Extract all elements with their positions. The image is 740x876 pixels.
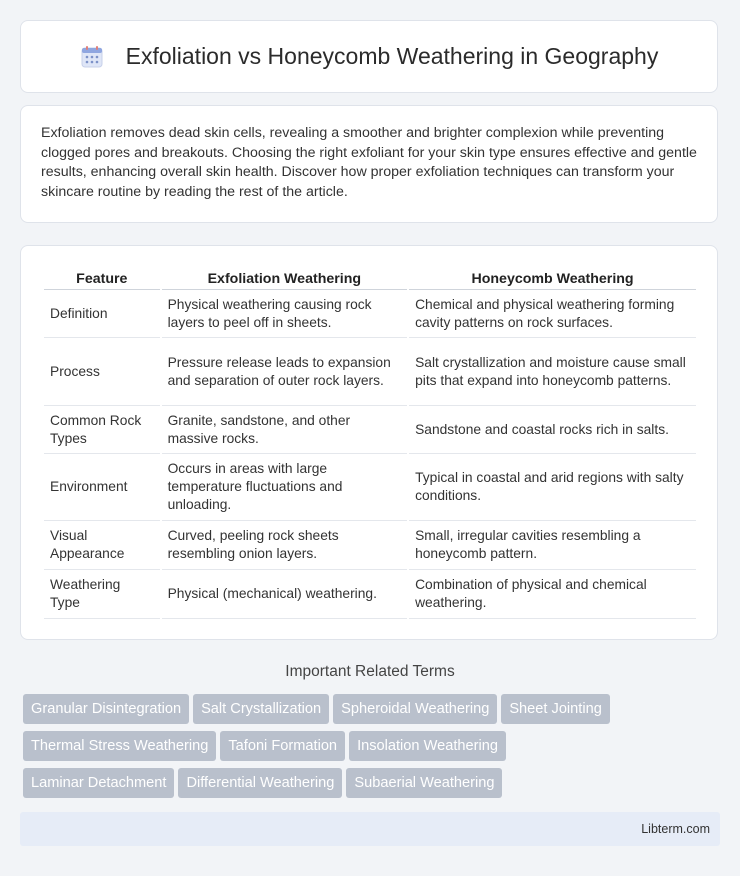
title-card [20,20,718,93]
related-term-tag[interactable]: Spheroidal Weathering [333,694,497,724]
page-title-text: Exfoliation vs Honeycomb Weathering in Geography [125,43,659,69]
header-exfoliation: Exfoliation Weathering [162,266,408,290]
table-header-row [44,266,696,290]
row-feature: Weathering Type [44,570,160,619]
row-exfoliation: Curved, peeling rock sheets resembling onion layers. [162,521,408,570]
row-honeycomb: Salt crystallization and moisture cause small pits that expand into honeycomb patterns. [409,338,696,406]
related-term-tag[interactable]: Laminar Detachment [23,768,174,798]
table-row [44,406,696,454]
row-honeycomb: Combination of physical and chemical weathering. [409,570,696,619]
page-title [80,43,659,70]
footer-site-link[interactable]: Libterm.com [641,822,710,836]
table-row [44,570,696,619]
row-honeycomb: Chemical and physical weathering forming cavity patterns on rock surfaces. [409,290,696,338]
related-term-tag[interactable]: Tafoni Formation [220,731,345,761]
header-feature: Feature [44,266,160,290]
comparison-table-card [20,245,718,640]
related-terms-title: Important Related Terms [285,663,455,680]
related-term-tag[interactable]: Salt Crystallization [193,694,329,724]
row-exfoliation: Granite, sandstone, and other massive rocks. [162,406,408,454]
row-honeycomb: Typical in coastal and arid regions with salty conditions. [409,454,696,521]
row-feature: Definition [44,290,160,338]
footer [20,812,720,846]
related-term-tag[interactable]: Granular Disintegration [23,694,189,724]
related-terms-list [23,694,723,805]
row-feature: Common Rock Types [44,406,160,454]
related-term-tag[interactable]: Thermal Stress Weathering [23,731,216,761]
intro-card [20,105,718,223]
row-feature: Visual Appearance [44,521,160,570]
header-honeycomb: Honeycomb Weathering [409,266,696,290]
intro-text: Exfoliation removes dead skin cells, revealing a smoother and brighter complexion while preventing clogged pores and breakouts. Choosing the right exfoliant for your skin type ensures effective and gentle results, enhancing overall skin health. Discover how proper exfoliation techniques can transform your skincare routine by reading the rest of the article. [41,125,697,200]
row-honeycomb: Small, irregular cavities resembling a honeycomb pattern. [409,521,696,570]
table-row [44,338,696,406]
related-term-tag[interactable]: Differential Weathering [178,768,342,798]
row-exfoliation: Physical weathering causing rock layers to peel off in sheets. [162,290,408,338]
related-term-tag[interactable]: Subaerial Weathering [346,768,502,798]
row-exfoliation: Occurs in areas with large temperature fluctuations and unloading. [162,454,408,521]
row-feature: Process [44,338,160,406]
calendar-grid-icon [80,45,104,69]
related-term-tag[interactable]: Insolation Weathering [349,731,506,761]
row-exfoliation: Physical (mechanical) weathering. [162,570,408,619]
table-row [44,521,696,570]
row-honeycomb: Sandstone and coastal rocks rich in salts. [409,406,696,454]
row-feature: Environment [44,454,160,521]
related-term-tag[interactable]: Sheet Jointing [501,694,610,724]
table-row [44,290,696,338]
table-row [44,454,696,521]
row-exfoliation: Pressure release leads to expansion and separation of outer rock layers. [162,338,408,406]
comparison-table [42,266,698,619]
